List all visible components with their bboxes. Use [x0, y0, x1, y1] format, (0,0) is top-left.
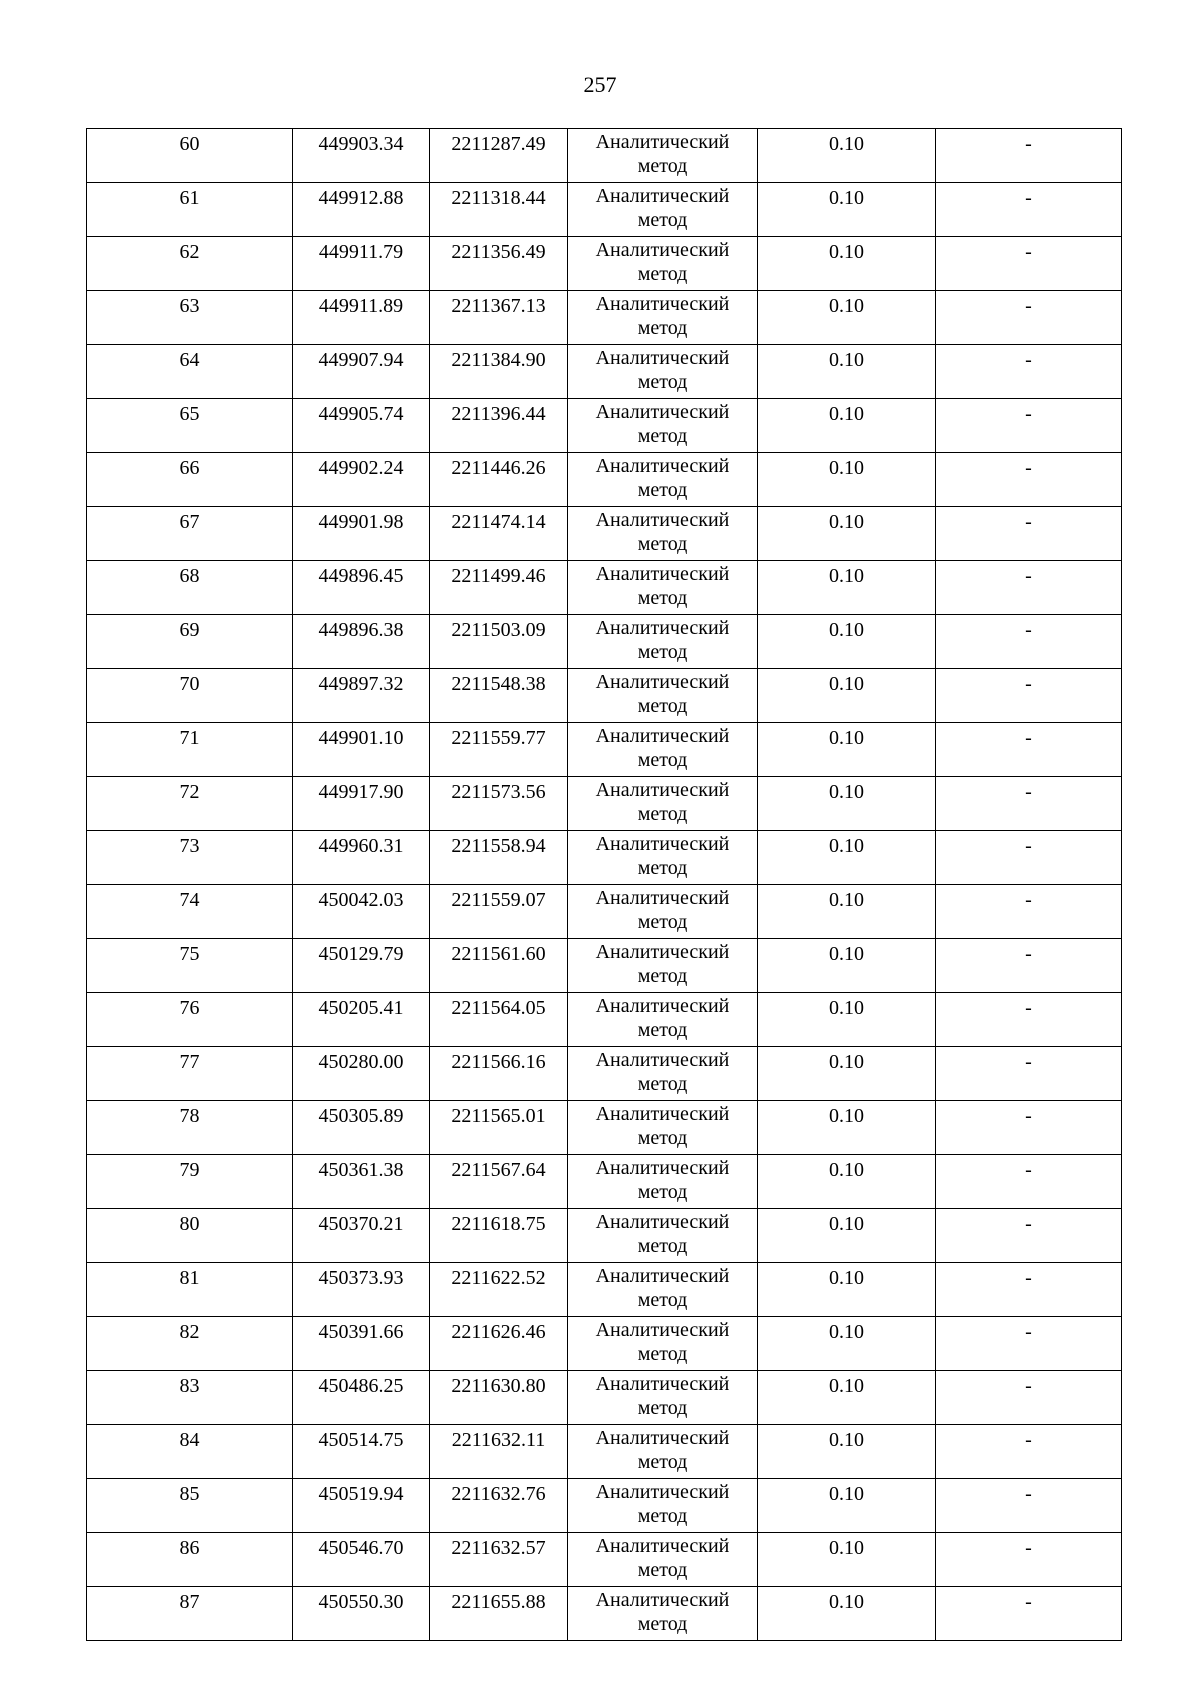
- method-line-1: Аналитический: [595, 455, 730, 477]
- point-number-cell: 81: [87, 1263, 293, 1317]
- table-row: [87, 183, 1122, 237]
- x-coordinate-cell: 450550.30: [293, 1587, 430, 1641]
- method-line-2: метод: [637, 1343, 688, 1365]
- accuracy-cell: 0.10: [758, 831, 936, 885]
- method-line-2: метод: [637, 1127, 688, 1149]
- method-line-2: метод: [637, 803, 688, 825]
- point-number-cell: 69: [87, 615, 293, 669]
- note-cell: -: [936, 399, 1122, 453]
- point-number-cell: 74: [87, 885, 293, 939]
- method-line-1: Аналитический: [595, 185, 730, 207]
- x-coordinate-cell: 450391.66: [293, 1317, 430, 1371]
- x-coordinate-cell: 449960.31: [293, 831, 430, 885]
- method-line-1: Аналитический: [595, 239, 730, 261]
- method-cell: [568, 1587, 758, 1641]
- method-line-2: метод: [637, 479, 688, 501]
- y-coordinate-cell: 2211566.16: [430, 1047, 568, 1101]
- note-cell: -: [936, 723, 1122, 777]
- method-line-2: метод: [637, 749, 688, 771]
- table-row: [87, 1587, 1122, 1641]
- y-coordinate-cell: 2211632.57: [430, 1533, 568, 1587]
- x-coordinate-cell: 450546.70: [293, 1533, 430, 1587]
- accuracy-cell: 0.10: [758, 237, 936, 291]
- x-coordinate-cell: 450373.93: [293, 1263, 430, 1317]
- point-number-cell: 75: [87, 939, 293, 993]
- x-coordinate-cell: 449896.45: [293, 561, 430, 615]
- y-coordinate-cell: 2211396.44: [430, 399, 568, 453]
- method-line-1: Аналитический: [595, 887, 730, 909]
- point-number-cell: 64: [87, 345, 293, 399]
- method-line-1: Аналитический: [595, 941, 730, 963]
- y-coordinate-cell: 2211565.01: [430, 1101, 568, 1155]
- accuracy-cell: 0.10: [758, 1101, 936, 1155]
- method-line-1: Аналитический: [595, 671, 730, 693]
- method-line-1: Аналитический: [595, 995, 730, 1017]
- method-cell: [568, 1317, 758, 1371]
- point-number-cell: 77: [87, 1047, 293, 1101]
- y-coordinate-cell: 2211318.44: [430, 183, 568, 237]
- point-number-cell: 65: [87, 399, 293, 453]
- method-cell: [568, 129, 758, 183]
- y-coordinate-cell: 2211632.11: [430, 1425, 568, 1479]
- method-line-2: метод: [637, 1559, 688, 1581]
- method-line-1: Аналитический: [595, 1103, 730, 1125]
- method-cell: [568, 885, 758, 939]
- note-cell: -: [936, 1317, 1122, 1371]
- accuracy-cell: 0.10: [758, 507, 936, 561]
- x-coordinate-cell: 449912.88: [293, 183, 430, 237]
- y-coordinate-cell: 2211618.75: [430, 1209, 568, 1263]
- accuracy-cell: 0.10: [758, 1263, 936, 1317]
- coordinates-table-body: [87, 129, 1122, 1641]
- coordinates-table: [86, 128, 1122, 1641]
- method-line-1: Аналитический: [595, 1427, 730, 1449]
- accuracy-cell: 0.10: [758, 345, 936, 399]
- method-cell: [568, 993, 758, 1047]
- note-cell: -: [936, 237, 1122, 291]
- note-cell: -: [936, 1047, 1122, 1101]
- accuracy-cell: 0.10: [758, 669, 936, 723]
- x-coordinate-cell: 449903.34: [293, 129, 430, 183]
- note-cell: -: [936, 615, 1122, 669]
- note-cell: -: [936, 669, 1122, 723]
- accuracy-cell: 0.10: [758, 129, 936, 183]
- method-line-2: метод: [637, 1073, 688, 1095]
- point-number-cell: 85: [87, 1479, 293, 1533]
- note-cell: -: [936, 453, 1122, 507]
- point-number-cell: 73: [87, 831, 293, 885]
- accuracy-cell: 0.10: [758, 399, 936, 453]
- point-number-cell: 82: [87, 1317, 293, 1371]
- method-line-1: Аналитический: [595, 1373, 730, 1395]
- y-coordinate-cell: 2211367.13: [430, 291, 568, 345]
- method-cell: [568, 615, 758, 669]
- method-cell: [568, 1533, 758, 1587]
- x-coordinate-cell: 450305.89: [293, 1101, 430, 1155]
- table-row: [87, 1047, 1122, 1101]
- x-coordinate-cell: 449905.74: [293, 399, 430, 453]
- table-row: [87, 831, 1122, 885]
- y-coordinate-cell: 2211287.49: [430, 129, 568, 183]
- method-line-2: метод: [637, 1235, 688, 1257]
- note-cell: -: [936, 1479, 1122, 1533]
- table-row: [87, 1479, 1122, 1533]
- y-coordinate-cell: 2211499.46: [430, 561, 568, 615]
- method-cell: [568, 1263, 758, 1317]
- y-coordinate-cell: 2211655.88: [430, 1587, 568, 1641]
- table-row: [87, 1209, 1122, 1263]
- x-coordinate-cell: 449902.24: [293, 453, 430, 507]
- note-cell: -: [936, 777, 1122, 831]
- note-cell: -: [936, 1371, 1122, 1425]
- x-coordinate-cell: 450370.21: [293, 1209, 430, 1263]
- accuracy-cell: 0.10: [758, 939, 936, 993]
- method-line-2: метод: [637, 1451, 688, 1473]
- method-cell: [568, 1047, 758, 1101]
- method-line-2: метод: [637, 695, 688, 717]
- method-line-2: метод: [637, 587, 688, 609]
- y-coordinate-cell: 2211626.46: [430, 1317, 568, 1371]
- note-cell: -: [936, 993, 1122, 1047]
- table-row: [87, 777, 1122, 831]
- note-cell: -: [936, 939, 1122, 993]
- accuracy-cell: 0.10: [758, 291, 936, 345]
- method-cell: [568, 399, 758, 453]
- method-line-2: метод: [637, 209, 688, 231]
- method-line-2: метод: [637, 911, 688, 933]
- point-number-cell: 79: [87, 1155, 293, 1209]
- x-coordinate-cell: 450042.03: [293, 885, 430, 939]
- note-cell: -: [936, 1101, 1122, 1155]
- method-cell: [568, 183, 758, 237]
- table-row: [87, 1317, 1122, 1371]
- x-coordinate-cell: 449917.90: [293, 777, 430, 831]
- method-line-2: метод: [637, 317, 688, 339]
- method-line-1: Аналитический: [595, 725, 730, 747]
- table-row: [87, 507, 1122, 561]
- accuracy-cell: 0.10: [758, 993, 936, 1047]
- method-line-1: Аналитический: [595, 1049, 730, 1071]
- point-number-cell: 68: [87, 561, 293, 615]
- note-cell: -: [936, 831, 1122, 885]
- method-line-2: метод: [637, 533, 688, 555]
- method-cell: [568, 669, 758, 723]
- method-line-2: метод: [637, 1505, 688, 1527]
- method-cell: [568, 831, 758, 885]
- y-coordinate-cell: 2211559.07: [430, 885, 568, 939]
- table-row: [87, 993, 1122, 1047]
- method-line-1: Аналитический: [595, 509, 730, 531]
- method-cell: [568, 1479, 758, 1533]
- method-line-2: метод: [637, 155, 688, 177]
- accuracy-cell: 0.10: [758, 1047, 936, 1101]
- note-cell: -: [936, 1209, 1122, 1263]
- method-line-1: Аналитический: [595, 779, 730, 801]
- method-line-1: Аналитический: [595, 1481, 730, 1503]
- y-coordinate-cell: 2211561.60: [430, 939, 568, 993]
- x-coordinate-cell: 450361.38: [293, 1155, 430, 1209]
- point-number-cell: 84: [87, 1425, 293, 1479]
- accuracy-cell: 0.10: [758, 1317, 936, 1371]
- note-cell: -: [936, 885, 1122, 939]
- note-cell: -: [936, 1155, 1122, 1209]
- method-line-1: Аналитический: [595, 293, 730, 315]
- point-number-cell: 67: [87, 507, 293, 561]
- x-coordinate-cell: 449907.94: [293, 345, 430, 399]
- method-line-1: Аналитический: [595, 833, 730, 855]
- x-coordinate-cell: 450280.00: [293, 1047, 430, 1101]
- point-number-cell: 76: [87, 993, 293, 1047]
- method-line-2: метод: [637, 425, 688, 447]
- method-cell: [568, 507, 758, 561]
- x-coordinate-cell: 450129.79: [293, 939, 430, 993]
- method-line-1: Аналитический: [595, 1211, 730, 1233]
- accuracy-cell: 0.10: [758, 1209, 936, 1263]
- accuracy-cell: 0.10: [758, 615, 936, 669]
- point-number-cell: 63: [87, 291, 293, 345]
- method-line-2: метод: [637, 641, 688, 663]
- y-coordinate-cell: 2211573.56: [430, 777, 568, 831]
- method-line-2: метод: [637, 1613, 688, 1635]
- note-cell: -: [936, 507, 1122, 561]
- method-cell: [568, 345, 758, 399]
- y-coordinate-cell: 2211548.38: [430, 669, 568, 723]
- y-coordinate-cell: 2211622.52: [430, 1263, 568, 1317]
- y-coordinate-cell: 2211558.94: [430, 831, 568, 885]
- method-cell: [568, 939, 758, 993]
- x-coordinate-cell: 449897.32: [293, 669, 430, 723]
- accuracy-cell: 0.10: [758, 1533, 936, 1587]
- table-row: [87, 615, 1122, 669]
- x-coordinate-cell: 450486.25: [293, 1371, 430, 1425]
- method-line-2: метод: [637, 1181, 688, 1203]
- point-number-cell: 60: [87, 129, 293, 183]
- method-cell: [568, 1101, 758, 1155]
- table-row: [87, 1101, 1122, 1155]
- method-cell: [568, 237, 758, 291]
- table-row: [87, 561, 1122, 615]
- y-coordinate-cell: 2211446.26: [430, 453, 568, 507]
- method-cell: [568, 1425, 758, 1479]
- x-coordinate-cell: 449911.79: [293, 237, 430, 291]
- table-row: [87, 399, 1122, 453]
- accuracy-cell: 0.10: [758, 777, 936, 831]
- y-coordinate-cell: 2211474.14: [430, 507, 568, 561]
- point-number-cell: 86: [87, 1533, 293, 1587]
- table-row: [87, 1371, 1122, 1425]
- note-cell: -: [936, 1533, 1122, 1587]
- method-cell: [568, 291, 758, 345]
- x-coordinate-cell: 450519.94: [293, 1479, 430, 1533]
- note-cell: -: [936, 1587, 1122, 1641]
- y-coordinate-cell: 2211632.76: [430, 1479, 568, 1533]
- table-row: [87, 669, 1122, 723]
- table-row: [87, 723, 1122, 777]
- note-cell: -: [936, 1425, 1122, 1479]
- accuracy-cell: 0.10: [758, 561, 936, 615]
- y-coordinate-cell: 2211630.80: [430, 1371, 568, 1425]
- method-line-1: Аналитический: [595, 1589, 730, 1611]
- point-number-cell: 66: [87, 453, 293, 507]
- table-row: [87, 1425, 1122, 1479]
- method-cell: [568, 723, 758, 777]
- y-coordinate-cell: 2211567.64: [430, 1155, 568, 1209]
- note-cell: -: [936, 561, 1122, 615]
- note-cell: -: [936, 345, 1122, 399]
- table-row: [87, 1533, 1122, 1587]
- method-cell: [568, 1209, 758, 1263]
- point-number-cell: 70: [87, 669, 293, 723]
- method-line-1: Аналитический: [595, 1535, 730, 1557]
- x-coordinate-cell: 449896.38: [293, 615, 430, 669]
- note-cell: -: [936, 129, 1122, 183]
- method-line-1: Аналитический: [595, 401, 730, 423]
- x-coordinate-cell: 449911.89: [293, 291, 430, 345]
- method-cell: [568, 1155, 758, 1209]
- accuracy-cell: 0.10: [758, 723, 936, 777]
- method-cell: [568, 561, 758, 615]
- method-line-2: метод: [637, 263, 688, 285]
- x-coordinate-cell: 449901.10: [293, 723, 430, 777]
- method-line-1: Аналитический: [595, 1265, 730, 1287]
- table-row: [87, 453, 1122, 507]
- point-number-cell: 72: [87, 777, 293, 831]
- point-number-cell: 80: [87, 1209, 293, 1263]
- note-cell: -: [936, 291, 1122, 345]
- accuracy-cell: 0.10: [758, 1155, 936, 1209]
- method-line-1: Аналитический: [595, 131, 730, 153]
- point-number-cell: 61: [87, 183, 293, 237]
- accuracy-cell: 0.10: [758, 1425, 936, 1479]
- note-cell: -: [936, 183, 1122, 237]
- method-line-2: метод: [637, 371, 688, 393]
- x-coordinate-cell: 450514.75: [293, 1425, 430, 1479]
- accuracy-cell: 0.10: [758, 453, 936, 507]
- y-coordinate-cell: 2211564.05: [430, 993, 568, 1047]
- accuracy-cell: 0.10: [758, 183, 936, 237]
- table-row: [87, 1263, 1122, 1317]
- method-line-2: метод: [637, 1397, 688, 1419]
- point-number-cell: 71: [87, 723, 293, 777]
- x-coordinate-cell: 450205.41: [293, 993, 430, 1047]
- table-row: [87, 885, 1122, 939]
- method-line-1: Аналитический: [595, 1319, 730, 1341]
- table-row: [87, 1155, 1122, 1209]
- accuracy-cell: 0.10: [758, 1587, 936, 1641]
- page-number: 257: [583, 72, 617, 97]
- y-coordinate-cell: 2211503.09: [430, 615, 568, 669]
- method-cell: [568, 453, 758, 507]
- method-line-1: Аналитический: [595, 563, 730, 585]
- method-line-1: Аналитический: [595, 617, 730, 639]
- y-coordinate-cell: 2211356.49: [430, 237, 568, 291]
- table-row: [87, 345, 1122, 399]
- method-cell: [568, 777, 758, 831]
- method-line-1: Аналитический: [595, 347, 730, 369]
- x-coordinate-cell: 449901.98: [293, 507, 430, 561]
- accuracy-cell: 0.10: [758, 885, 936, 939]
- method-line-1: Аналитический: [595, 1157, 730, 1179]
- method-line-2: метод: [637, 965, 688, 987]
- table-row: [87, 291, 1122, 345]
- method-cell: [568, 1371, 758, 1425]
- point-number-cell: 78: [87, 1101, 293, 1155]
- method-line-2: метод: [637, 857, 688, 879]
- note-cell: -: [936, 1263, 1122, 1317]
- table-row: [87, 129, 1122, 183]
- point-number-cell: 87: [87, 1587, 293, 1641]
- method-line-2: метод: [637, 1289, 688, 1311]
- accuracy-cell: 0.10: [758, 1479, 936, 1533]
- table-row: [87, 237, 1122, 291]
- point-number-cell: 62: [87, 237, 293, 291]
- table-row: [87, 939, 1122, 993]
- point-number-cell: 83: [87, 1371, 293, 1425]
- y-coordinate-cell: 2211384.90: [430, 345, 568, 399]
- method-line-2: метод: [637, 1019, 688, 1041]
- y-coordinate-cell: 2211559.77: [430, 723, 568, 777]
- accuracy-cell: 0.10: [758, 1371, 936, 1425]
